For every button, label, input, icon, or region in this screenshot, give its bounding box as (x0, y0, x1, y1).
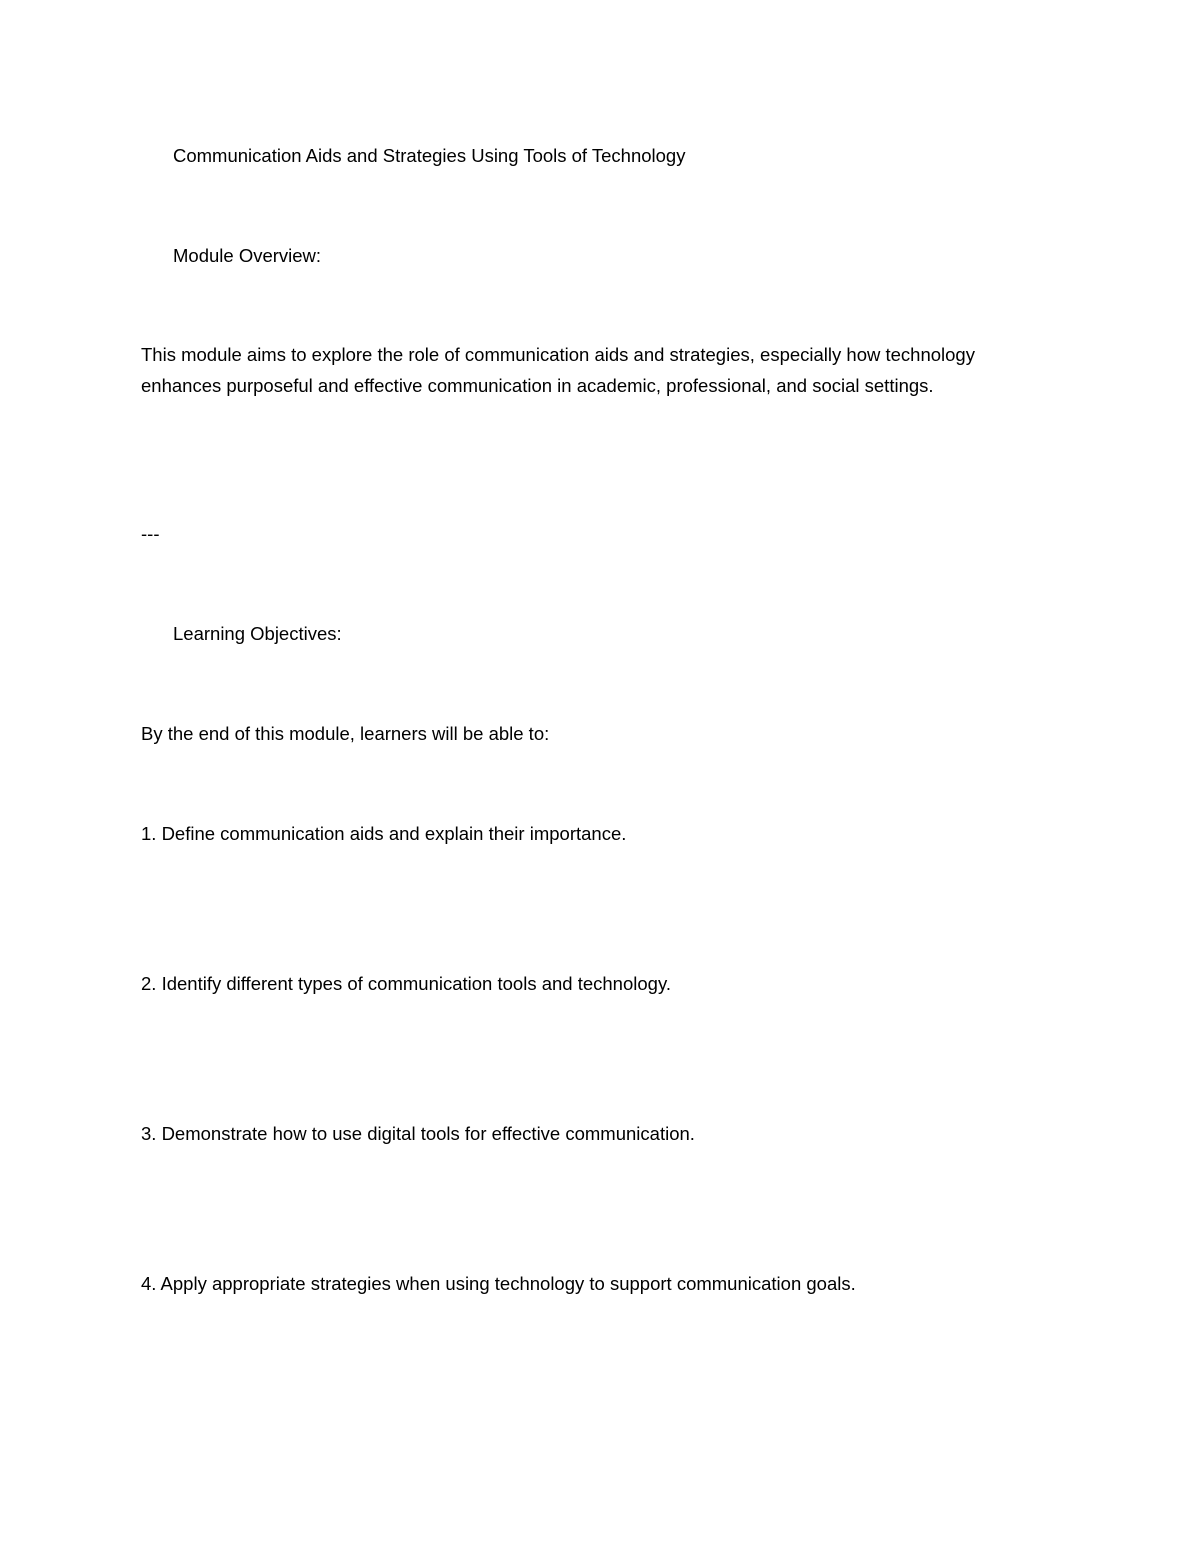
overview-heading: Module Overview: (173, 245, 322, 266)
overview-line: enhances purposeful and effective communication in academic, professional, and social settings. (141, 375, 934, 396)
objective-item: 1. Define communication aids and explain their importance. (141, 823, 627, 844)
separator: --- (141, 523, 160, 544)
overview-paragraph (141, 339, 1061, 401)
objectives-heading: Learning Objectives: (173, 623, 342, 644)
objective-item: 2. Identify different types of communication tools and technology. (141, 973, 671, 994)
objective-item: 3. Demonstrate how to use digital tools for effective communication. (141, 1123, 695, 1144)
objectives-intro: By the end of this module, learners will be able to: (141, 723, 550, 744)
document-title: Communication Aids and Strategies Using Tools of Technology (173, 145, 686, 166)
objective-item: 4. Apply appropriate strategies when using technology to support communication goals. (141, 1273, 856, 1294)
overview-line: This module aims to explore the role of communication aids and strategies, especially how technology (141, 344, 975, 365)
